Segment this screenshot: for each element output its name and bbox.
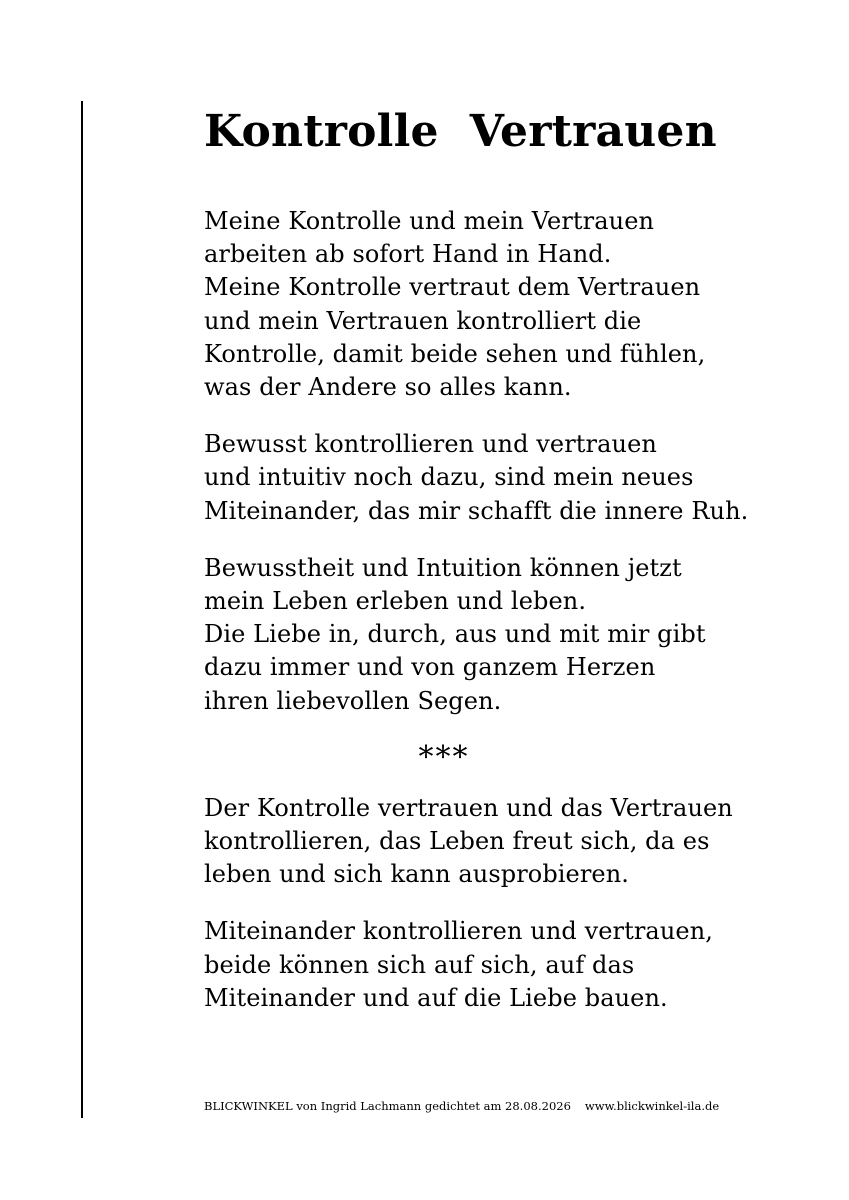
poem-line: Meine Kontrolle und mein Vertrauen (204, 207, 655, 235)
stanza-5 (204, 915, 824, 1015)
poem-title: Kontrolle Vertrauen (204, 106, 717, 157)
section-divider: *** (418, 739, 470, 775)
poem-line: Kontrolle, damit beide sehen und fühlen, (204, 339, 706, 368)
stanza-3 (204, 552, 824, 718)
poem-line: Miteinander kontrollieren und vertrauen, (204, 917, 713, 946)
poem-line: Die Liebe in, durch, aus und mit mir gibt (204, 620, 706, 649)
poem-line: ihren liebevollen Segen. (204, 686, 502, 715)
left-margin-rule (81, 101, 83, 1118)
poem-line: was der Andere so alles kann. (204, 373, 572, 402)
poem-line: kontrollieren, das Leben freut sich, da es (204, 827, 710, 856)
poem-line: Miteinander, das mir schafft die innere Ruh. (204, 496, 749, 525)
poem-line: Der Kontrolle vertrauen und das Vertrauen (204, 793, 733, 822)
poem-line: Meine Kontrolle vertraut dem Vertrauen (204, 273, 701, 302)
poem-line: und intuitiv noch dazu, sind mein neues (204, 463, 694, 492)
poem-line: dazu immer und von ganzem Herzen (204, 653, 656, 682)
stanza-2 (204, 428, 824, 528)
stanza-4 (204, 792, 824, 892)
poem-line: leben und sich kann ausprobieren. (204, 860, 630, 889)
footer (204, 1098, 719, 1114)
poem-line: mein Leben erleben und leben. (204, 587, 587, 616)
poem-line: Bewusst kontrollieren und vertrauen (204, 430, 657, 459)
poem-line: Miteinander und auf die Liebe bauen. (204, 983, 668, 1012)
poem-line: arbeiten ab sofort Hand in Hand. (204, 240, 612, 269)
poem-line: Bewusstheit und Intuition können jetzt (204, 553, 682, 582)
footer-website: www.blickwinkel-ila.de (584, 1099, 720, 1113)
poem-line: beide können sich auf sich, auf das (204, 950, 635, 979)
poem-line: und mein Vertrauen kontrolliert die (204, 306, 642, 335)
stanza-1 (204, 205, 824, 404)
poem-body (204, 205, 824, 1039)
footer-credit: BLICKWINKEL von Ingrid Lachmann gedichtet am 28.08.2026 (204, 1099, 571, 1113)
